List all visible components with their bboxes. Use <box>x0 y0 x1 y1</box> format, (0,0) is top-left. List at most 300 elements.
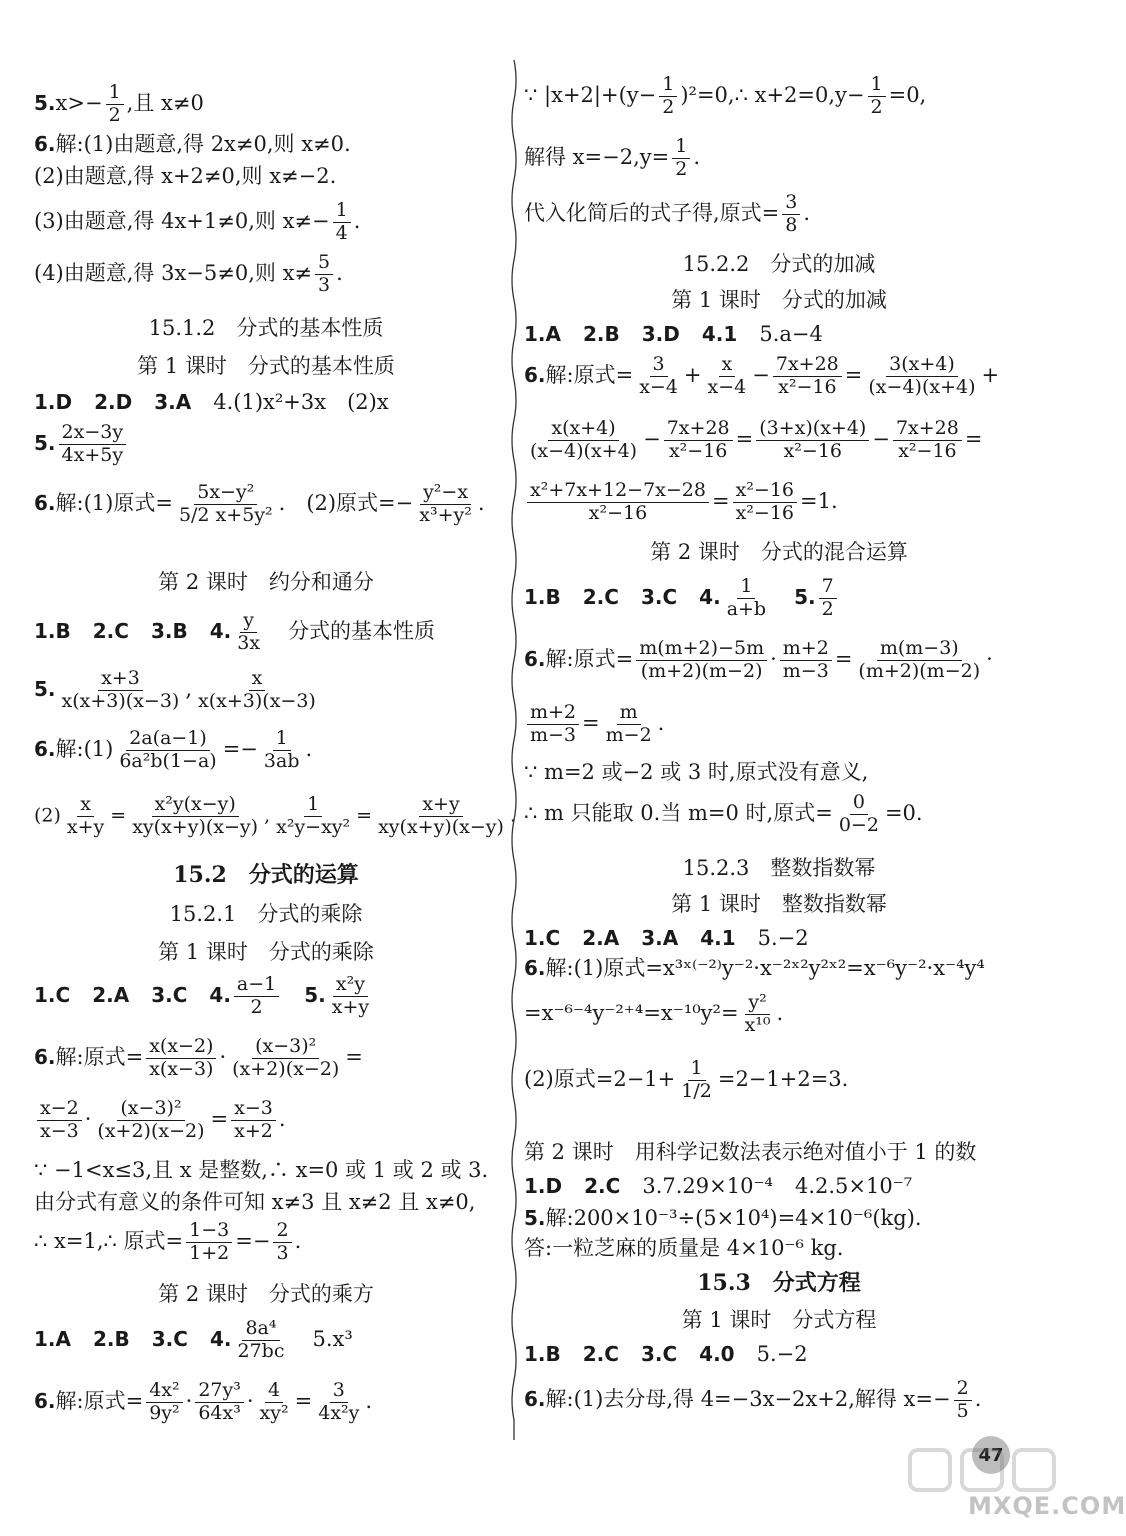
numerator: 7x+28 <box>773 354 842 377</box>
answer: 4. <box>209 1326 232 1351</box>
column-divider <box>509 60 519 1440</box>
text: 解:(1)原式=x³ˣ⁽⁻²⁾y⁻²·x⁻²ˣ²y²ˣ²=x⁻⁶y⁻²·x⁻⁴y⁴ <box>545 956 985 980</box>
answer: 1.B <box>524 1342 561 1366</box>
answer: 1.C <box>524 926 561 950</box>
answer-line: 6.解:原式= $\frac{3}{x-4}$ + $\frac{x}{x-4}$ − $\frac{7x+28}{\text{x²−16}}$ = $\frac{3(x+4)}{(x-4)(x+4)}$ + <box>524 353 1000 398</box>
text: (4)由题意,得 3x−5≠0,则 x≠ <box>34 260 313 285</box>
lesson-heading: 第 2 课时 约分和通分 <box>158 570 374 594</box>
fraction <box>868 74 886 119</box>
numerator: 1 <box>659 74 677 97</box>
fraction <box>954 1378 972 1423</box>
text: )²=0,∴ x+2=0,y− <box>680 82 865 107</box>
item-number: 6. <box>34 736 56 761</box>
answer-line <box>524 958 985 979</box>
text: ,且 x≠0 <box>126 90 204 115</box>
lesson-heading: 第 1 课时 分式的基本性质 <box>137 354 395 378</box>
denominator: 4x²y <box>318 1401 360 1424</box>
numerator: 5x−y² <box>194 482 257 505</box>
denominator: (x−4)(x+4) <box>868 375 976 398</box>
numerator: x <box>77 794 94 817</box>
numerator: y² <box>745 992 769 1015</box>
lesson-heading: 第 2 课时 用科学记数法表示绝对值小于 1 的数 <box>524 1140 977 1164</box>
section-heading: 15.1.2 分式的基本性质 <box>148 316 384 340</box>
fraction <box>636 638 767 683</box>
denominator: 2 <box>821 597 834 620</box>
fraction <box>195 668 319 713</box>
answer-line <box>524 74 926 119</box>
fraction <box>705 354 750 399</box>
denominator: 2 <box>108 103 121 126</box>
answer-line <box>34 728 312 773</box>
lesson-heading: 第 2 课时 分式的混合运算 <box>650 540 908 564</box>
answer-line <box>524 1378 981 1423</box>
denominator: x²−16 <box>735 501 795 524</box>
answer-line <box>34 134 351 155</box>
answer: 5.−2 <box>756 1342 808 1366</box>
denominator: x³+y² <box>419 503 472 526</box>
fraction <box>106 82 124 127</box>
watermark-text: MXQE.COM <box>968 1492 1126 1520</box>
answer: 1.B <box>34 618 71 643</box>
answer-line <box>34 392 389 413</box>
fraction <box>527 702 579 747</box>
text: =0, <box>888 82 927 107</box>
answer-line <box>524 192 810 237</box>
fraction <box>273 794 353 839</box>
numerator: 1 <box>688 1058 706 1081</box>
denominator: x−4 <box>707 375 747 398</box>
answer-line: (2) $\frac{x}{x+y}$ = $\frac{\text{x²y(x−y)}}{xy(x+y)(x-y)}$ , $\frac{1}{\text{x²y−xy²}}$ = $\frac{x+y}{xy(x+y)(x-y)}$ . <box>34 793 516 838</box>
answer: 4.0 <box>699 1342 735 1366</box>
denominator: 6a²b(1−a) <box>119 749 217 772</box>
answer-line <box>34 422 129 467</box>
fraction <box>129 794 261 839</box>
answer: 4.1 <box>701 322 738 346</box>
section-heading: 15.2.2 分式的加减 <box>682 252 876 276</box>
answer-line <box>524 792 923 837</box>
answer-line <box>524 992 783 1037</box>
fraction <box>782 192 800 237</box>
text: . <box>336 260 343 285</box>
denominator: x²y−xy² <box>276 815 351 838</box>
denominator: x+y <box>66 815 105 838</box>
denominator: x(x+3)(x−3) <box>198 689 316 712</box>
answer-line: 6.解:原式= $\frac{x(x-2)}{x(x-3)}$ · $\frac{\text{(x−3)²}}{(x+2)(x-2)}$ = <box>34 1035 363 1080</box>
answer: 3.A <box>641 926 679 950</box>
text: . <box>693 144 700 169</box>
answer: 5. <box>304 982 326 1007</box>
numerator: x−2 <box>37 1098 82 1121</box>
fraction <box>273 1220 291 1265</box>
numerator: 1 <box>672 136 690 159</box>
text: . <box>803 200 811 225</box>
fraction <box>234 610 263 655</box>
denominator: 3 <box>318 273 331 296</box>
item-number: 6. <box>524 1386 546 1411</box>
numerator: 7x+28 <box>664 418 733 441</box>
answer-line: $\frac{\text{x²+7x+12−7x−28}}{\text{x²−16}}$ = $\frac{\text{x²−16}}{\text{x²−16}}$ =1. <box>524 480 838 525</box>
item-number: 6. <box>524 362 546 387</box>
text: . <box>974 1386 982 1411</box>
text: =0. <box>884 800 923 825</box>
text: . <box>776 1000 784 1025</box>
fraction <box>733 480 797 525</box>
answer: 1.D <box>34 390 73 414</box>
text: . <box>294 1228 302 1253</box>
answer: 1.D <box>524 1174 563 1198</box>
text: x>− <box>55 90 103 115</box>
answer-line: (2)由题意,得 x+2≠0,则 x≠−2. <box>34 164 337 188</box>
answer: 4.2.5×10⁻⁷ <box>794 1174 913 1198</box>
answer: 4. <box>209 982 231 1007</box>
numerator: 7 <box>819 576 837 599</box>
denominator: (x−4)(x+4) <box>530 439 638 462</box>
fraction <box>636 354 681 399</box>
fraction <box>756 418 869 463</box>
answer-line: $\frac{m+2}{m-3}$ = $\frac{m}{m-2}$ . <box>524 702 664 747</box>
denominator: (m+2)(m−2) <box>640 659 763 682</box>
item-number: 5. <box>34 676 56 701</box>
answer: 1.B <box>524 584 561 609</box>
fraction <box>64 794 107 839</box>
lesson-heading: 第 2 课时 分式的乘方 <box>158 1282 374 1306</box>
numerator: x²−16 <box>733 480 797 503</box>
answer-line <box>34 1220 301 1265</box>
answer-line <box>34 252 343 297</box>
denominator: x²−16 <box>778 375 837 398</box>
text: (2)原式=2−1+ <box>524 1066 676 1091</box>
denominator: 2 <box>250 995 263 1018</box>
item-number: 6. <box>34 490 56 515</box>
answer: 3.C <box>151 982 188 1007</box>
fraction <box>186 1220 232 1265</box>
denominator: 5/2 x+5y² <box>178 503 273 526</box>
fraction <box>116 728 219 773</box>
numerator: 1−3 <box>186 1220 232 1243</box>
fraction <box>865 354 978 399</box>
answer: 3.C <box>640 1342 678 1366</box>
fraction <box>229 1036 342 1081</box>
fraction <box>234 974 279 1019</box>
numerator: 3 <box>782 192 800 215</box>
answer-line: 答:一粒芝麻的质量是 4×10⁻⁶ kg. <box>524 1236 844 1260</box>
numerator: m(m+2)−5m <box>636 638 767 661</box>
answer-line: 6.解:原式= $\frac{m(m+2)-5m}{(m+2)(m-2)}$ · $\frac{m+2}{m-3}$ = $\frac{m(m-3)}{(m+2)(m-2)}$ · <box>524 637 993 682</box>
denominator: 4 <box>335 221 348 244</box>
answer: 5.x³ <box>312 1326 353 1351</box>
fraction <box>893 418 962 463</box>
numerator: 2x−3y <box>59 422 127 445</box>
answer-line <box>34 1318 353 1363</box>
denominator: 1/2 <box>681 1079 712 1102</box>
item-number: 5. <box>34 90 56 115</box>
answer: 2.A <box>582 926 620 950</box>
fraction <box>333 200 351 245</box>
answer: 3.A <box>154 390 192 414</box>
numerator: 5 <box>315 252 333 275</box>
item-number: 6. <box>524 646 546 671</box>
lesson-heading: 第 1 课时 整数指数幂 <box>671 892 887 916</box>
item-number: 6. <box>34 1388 56 1413</box>
answer-line: ∵ −1<x≤3,且 x 是整数,∴ x=0 或 1 或 2 或 3. <box>34 1158 489 1182</box>
item-number: 6. <box>34 1044 56 1069</box>
answer: 2.B <box>583 322 620 346</box>
denominator: x+2 <box>234 1119 273 1142</box>
fraction <box>773 354 842 399</box>
numerator: 8a⁴ <box>242 1318 279 1341</box>
answer: 4. <box>209 618 232 643</box>
fraction <box>678 1058 715 1103</box>
numerator: 2a(a−1) <box>126 728 210 751</box>
numerator: 7x+28 <box>893 418 962 441</box>
denominator: x¹⁰ <box>744 1013 771 1036</box>
answer-line <box>524 324 823 345</box>
numerator: m+2 <box>527 702 579 725</box>
denominator: 5 <box>956 1399 969 1422</box>
answer-line: ∵ m=2 或−2 或 3 时,原式没有意义, <box>524 760 869 784</box>
text: (3)由题意,得 4x+1≠0,则 x≠− <box>34 208 330 233</box>
denominator: 1+2 <box>189 1241 230 1264</box>
numerator: x²+7x+12−7x−28 <box>527 480 709 503</box>
answer-line <box>524 1176 912 1197</box>
numerator: y <box>240 610 257 633</box>
numerator: 1 <box>333 200 351 223</box>
numerator: 1 <box>868 74 886 97</box>
answer-line <box>34 200 360 245</box>
denominator: a+b <box>726 597 767 620</box>
denominator: 2 <box>675 157 688 180</box>
fraction <box>261 728 303 773</box>
chapter-heading: 15.3 分式方程 <box>697 1270 861 1296</box>
text: 解得 x=−2,y= <box>524 144 670 169</box>
text: ∴ m 只能取 0.当 m=0 时,原式= <box>524 800 833 825</box>
numerator: x <box>719 354 736 377</box>
numerator: x(x+4) <box>548 418 618 441</box>
fraction <box>375 794 507 839</box>
section-heading: 15.2.1 分式的乘除 <box>169 902 363 926</box>
text: 解:(1)由题意,得 2x≠0,则 x≠0. <box>55 132 351 156</box>
numerator: 27y³ <box>195 1380 244 1403</box>
item-number: 5. <box>524 1206 546 1230</box>
text: =1. <box>800 488 838 513</box>
answer: 4.(1)x²+3x (2)x <box>213 390 389 414</box>
numerator: x−3 <box>231 1098 276 1121</box>
lesson-heading: 第 1 课时 分式的加减 <box>671 288 887 312</box>
numerator: 3 <box>650 354 668 377</box>
denominator: 8 <box>785 213 798 236</box>
text: (2) <box>34 804 61 827</box>
right-column <box>524 62 1034 1476</box>
fraction <box>527 480 709 525</box>
denominator: (x+2)(x−2) <box>97 1119 205 1142</box>
fraction <box>257 1380 292 1425</box>
numerator: 0 <box>850 792 868 815</box>
denominator: 4x+5y <box>61 443 124 466</box>
lesson-heading: 第 1 课时 分式的乘除 <box>158 940 374 964</box>
answer: 1.A <box>524 322 561 346</box>
left-column <box>34 62 516 1476</box>
text: 解:原式= <box>55 1388 144 1413</box>
chapter-heading: 15.2 分式的运算 <box>173 862 359 888</box>
answer-line: $\frac{x(x+4)}{(x-4)(x+4)}$ − $\frac{7x+28}{\text{x²−16}}$ = $\frac{(3+x)(x+4)}{\text{x²−16}}$ − $\frac{7x+28}{\text{x²−16}}$ = <box>524 418 982 463</box>
denominator: x−4 <box>639 375 678 398</box>
text: 解:200×10⁻³÷(5×10⁴)=4×10⁻⁶(kg). <box>545 1206 922 1230</box>
fraction <box>195 1380 244 1425</box>
numerator: x+y <box>419 794 462 817</box>
fraction <box>742 992 774 1037</box>
answer: 2.D <box>94 390 133 414</box>
numerator: 2 <box>273 1220 291 1243</box>
denominator: x(x+3)(x−3) <box>61 689 180 712</box>
answer: 3.C <box>151 1326 188 1351</box>
denominator: x²−16 <box>668 439 728 462</box>
answer-line <box>524 1058 848 1103</box>
answer: 4. <box>699 584 721 609</box>
denominator: m−3 <box>530 723 577 746</box>
fraction <box>146 1036 216 1081</box>
fraction <box>527 418 640 463</box>
item-number: 6. <box>524 956 546 980</box>
fraction <box>659 74 677 119</box>
answer-line <box>524 1208 922 1229</box>
answer: 2.C <box>92 618 129 643</box>
numerator: m+2 <box>780 638 832 661</box>
denominator: 64x³ <box>198 1401 241 1424</box>
answer: 3.C <box>640 584 678 609</box>
answer-line <box>34 82 204 127</box>
fraction <box>234 1318 287 1363</box>
text: 解:原式= <box>545 362 634 387</box>
text: 代入化简后的式子得,原式= <box>524 200 780 225</box>
fraction <box>146 1380 182 1425</box>
fraction <box>672 136 690 181</box>
text: ∴ x=1,∴ 原式= <box>34 1228 184 1253</box>
denominator: m−2 <box>605 723 652 746</box>
denominator: 3 <box>276 1241 289 1264</box>
answer-line <box>34 482 485 527</box>
denominator: 9y² <box>149 1401 180 1424</box>
answer-line: 5. $\frac{x+3}{x(x+3)(x-3)}$ , $\frac{x}{x(x+3)(x-3)}$ <box>34 668 322 713</box>
numerator: x²y(x−y) <box>152 794 239 817</box>
fraction <box>819 576 837 621</box>
fraction <box>664 418 733 463</box>
answer: 5. <box>794 584 816 609</box>
text: 解:(1)原式= <box>55 490 173 515</box>
denominator: x(x−3) <box>149 1057 214 1080</box>
numerator: x²y <box>333 974 368 997</box>
fraction <box>780 638 832 683</box>
page-number: 47 <box>972 1436 1010 1474</box>
fraction <box>329 974 372 1019</box>
numerator: 1 <box>304 794 322 817</box>
lesson-heading: 第 1 课时 分式方程 <box>681 1308 877 1332</box>
denominator: x²−16 <box>898 439 957 462</box>
denominator: m−3 <box>782 659 829 682</box>
answer-line <box>34 610 435 655</box>
numerator: 1 <box>273 728 291 751</box>
denominator: 2 <box>870 95 883 118</box>
denominator: 27bc <box>237 1339 285 1362</box>
text: =x⁻⁶⁻⁴y⁻²⁺⁴=x⁻¹⁰y²= <box>524 1000 739 1025</box>
fraction <box>176 482 276 527</box>
numerator: 3 <box>330 1380 348 1403</box>
denominator: x²−16 <box>783 439 842 462</box>
section-heading: 15.2.3 整数指数幂 <box>682 856 876 880</box>
denominator: 3ab <box>263 749 300 772</box>
answer: 2.A <box>92 982 130 1007</box>
fraction <box>59 422 127 467</box>
answer-line <box>524 1344 808 1365</box>
numerator: (x−3)² <box>252 1036 319 1059</box>
answer-line <box>524 576 840 621</box>
numerator: x <box>249 668 266 691</box>
fraction <box>836 792 882 837</box>
answer-line: 由分式有意义的条件可知 x≠3 且 x≠2 且 x≠0, <box>34 1190 476 1214</box>
numerator: (x−3)² <box>117 1098 184 1121</box>
text: ∵ |x+2|+(y− <box>524 82 657 107</box>
fraction <box>315 252 333 297</box>
text: 解:原式= <box>55 1044 144 1069</box>
answer-line: $\frac{x-2}{x-3}$ · $\frac{\text{(x−3)²}}{(x+2)(x-2)}$ = $\frac{x-3}{x+2}$ . <box>34 1098 286 1143</box>
denominator: 0−2 <box>838 813 879 836</box>
fraction <box>416 482 475 527</box>
text: =− <box>235 1228 271 1253</box>
answer: 2.C <box>582 584 619 609</box>
fraction <box>37 1098 82 1143</box>
answer: 2.C <box>584 1174 621 1198</box>
numerator: 4x² <box>146 1380 182 1403</box>
fraction <box>59 668 183 713</box>
answer-line <box>524 136 700 181</box>
numerator: (3+x)(x+4) <box>756 418 869 441</box>
answer: 5.−2 <box>757 926 809 950</box>
numerator: x(x−2) <box>146 1036 216 1059</box>
numerator: y²−x <box>420 482 471 505</box>
numerator: 2 <box>954 1378 972 1401</box>
answer: 1.A <box>34 1326 71 1351</box>
answer: 3.7.29×10⁻⁴ <box>642 1174 773 1198</box>
denominator: xy(x+y)(x−y) <box>132 815 259 838</box>
text: . <box>353 208 361 233</box>
text: 解:原式= <box>545 646 634 671</box>
answer-line: 6.解:原式= $\frac{\text{4x²}}{\text{9y²}}$ · $\frac{\text{27y³}}{\text{64x³}}$ · $\frac{4}{\text{xy²}}$ = $\frac{3}{\text{4x²y}}$ . <box>34 1379 373 1424</box>
answer: 3.B <box>150 618 188 643</box>
answer: 2.C <box>582 1342 619 1366</box>
numerator: a−1 <box>234 974 279 997</box>
answer-line <box>524 928 809 949</box>
answer: 2.B <box>93 1326 130 1351</box>
text: . <box>305 736 313 761</box>
numerator: 1 <box>737 576 755 599</box>
text: 解:(1) <box>55 736 114 761</box>
text: . (2)原式=− <box>278 490 414 515</box>
text: =2−1+2=3. <box>717 1066 849 1091</box>
answer: 1.C <box>34 982 71 1007</box>
answer-line <box>34 974 375 1019</box>
denominator: (x+2)(x−2) <box>232 1057 340 1080</box>
numerator: 1 <box>106 82 124 105</box>
denominator: x−3 <box>40 1119 79 1142</box>
answer: 4.1 <box>700 926 736 950</box>
numerator: 3(x+4) <box>886 354 958 377</box>
text: 分式的基本性质 <box>288 618 436 643</box>
text: . <box>657 710 665 735</box>
denominator: 3x <box>237 631 261 654</box>
denominator: x²−16 <box>588 501 648 524</box>
answer: 5.a−4 <box>759 322 823 346</box>
denominator: xy² <box>259 1401 289 1424</box>
denominator: (m+2)(m−2) <box>858 659 981 682</box>
